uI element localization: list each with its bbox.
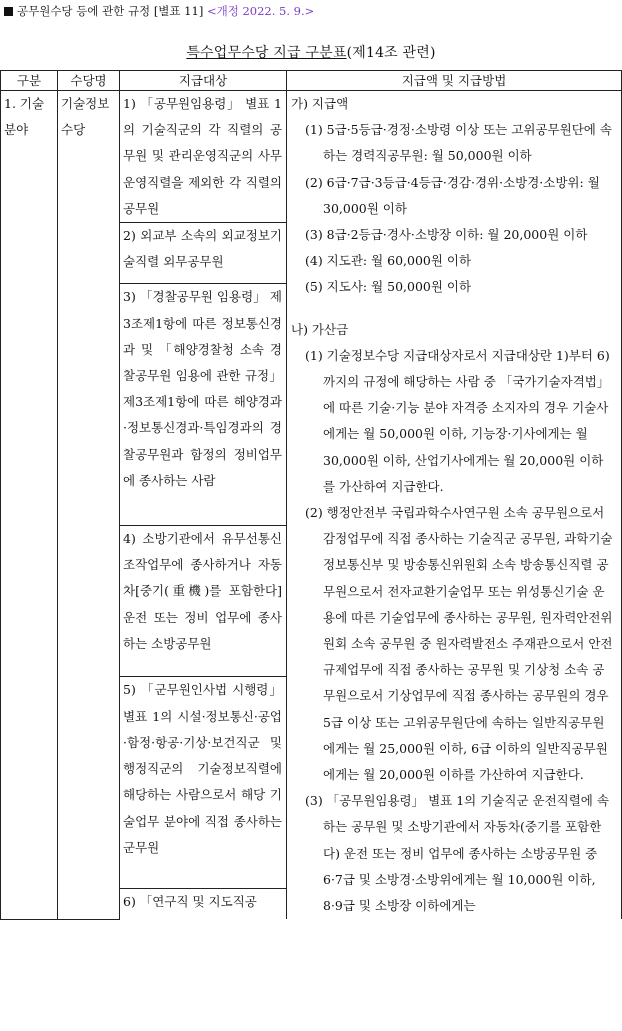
target-item-1: 1) 「공무원임용령」 별표 1의 기술직군의 각 직렬의 공무원 및 관리운영직군의 사무운영직렬을 제외한 각 직렬의 공무원 <box>120 91 287 223</box>
target-item-5: 5) 「군무원인사법 시행령」 별표 1의 시설·정보통신·공업·함정·항공·기상·보건직군 및 행정직군의 기술정보직렬에 해당하는 사람으로서 해당 기술업무 분야에 직접 종사하는 군무원 <box>120 677 287 889</box>
bonus-item-3: (3) 「공무원임용령」 별표 1의 기술직군 운전직렬에 속하는 공무원 및 소방기관에서 자동차(중기를 포함한다) 운전 또는 정비 업무에 종사하는 소방공무원 중 6·7급 및 소방경·소방위에게는 월 10,000원 이하, 8·9급 및 소방장 이하에게는 <box>305 793 609 914</box>
pay-item-2: (2) 6급·7급·3등급·4등급·경감·경위·소방경·소방위: 월 30,000원 이하 <box>305 174 600 216</box>
pay-section-title: 가) 지급액 <box>291 96 349 111</box>
bonus-item-1: (1) 기술정보수당 지급대상자로서 지급대상란 1)부터 6)까지의 규정에 해당하는 사람 중 「국가기술자격법」에 따른 기술·기능 분야 자격증 소지자의 경우 기술사에게는 월 50,000원 이하, 기능장·기사에게는 월 30,000원 이하, 산업기사에게는 월 20,000원 이하를 가산하여 지급한다. <box>305 347 610 494</box>
allowance-name-cell: 기술정보 수당 <box>58 91 120 920</box>
regulation-name: 공무원수당 등에 관한 규정 [별표 11] <box>17 4 204 18</box>
bonus-section-title: 나) 가산금 <box>291 321 349 337</box>
document-title-reference: (제14조 관련) <box>346 45 436 61</box>
target-item-2: 2) 외교부 소속의 외교정보기술직렬 외무공무원 <box>120 223 287 284</box>
header-target: 지급대상 <box>120 71 287 91</box>
table-header-row <box>1 71 622 91</box>
header-category: 구분 <box>1 71 58 91</box>
document-title-main: 특수업무수당 지급 구분표 <box>186 45 347 61</box>
pay-item-3: (3) 8급·2등급·경사·소방장 이하: 월 20,000원 이하 <box>305 227 588 243</box>
pay-item-4: (4) 지도관: 월 60,000원 이하 <box>305 253 472 269</box>
category-cell: 1. 기술 분야 <box>1 91 58 920</box>
pay-item-1: (1) 5급·5등급·경정·소방령 이상 또는 고위공무원단에 속하는 경력직공무원: 월 50,000원 이하 <box>305 122 612 164</box>
table-row <box>1 91 622 223</box>
amendment-date: <개정 2022. 5. 9.> <box>206 4 315 18</box>
regulation-header <box>4 3 314 19</box>
target-item-3: 3) 「경찰공무원 임용령」 제3조제1항에 따른 정보통신경과 및 「해양경찰청 소속 경찰공무원 임용에 관한 규정」 제3조제1항에 따른 해양경과·정보통신경과·특임경과의 경찰공무원과 함정의 정비업무에 종사하는 사람 <box>120 284 287 526</box>
bonus-item-2: (2) 행정안전부 국립과학수사연구원 소속 공무원으로서 감정업무에 직접 종사하는 기술직군 공무원, 과학기술정보통신부 및 방송통신위원회 소속 방송통신직렬 공무원으로서 전자교환기술업무 또는 위성통신기술 운용에 따른 기술업무에 종사하는 공무원, 원자력안전위원회 소속 공무원 중 원자력발전소 주재관으로서 안전규제업무에 직접 종사하는 공무원 및 기상청 소속 공무원으로서 기상업무에 직접 종사하는 공무원의 경우 5급 이상 또는 고위공무원단에 속하는 일반직공무원에게는 월 25,000원 이하, 6급 이하의 일반직공무원에게는 월 20,000원 이하를 가산하여 지급한다. <box>305 505 613 783</box>
square-bullet-icon <box>4 7 13 16</box>
allowance-table <box>0 70 622 920</box>
pay-item-5: (5) 지도사: 월 50,000원 이하 <box>305 279 472 295</box>
header-allowance-name: 수당명 <box>58 71 120 91</box>
target-item-4: 4) 소방기관에서 유무선통신 조작업무에 종사하거나 자동차[중기(重機)를 포함한다] 운전 또는 정비 업무에 종사하는 소방공무원 <box>120 526 287 677</box>
document-title <box>0 42 622 62</box>
header-payment: 지급액 및 지급방법 <box>287 71 622 91</box>
payment-cell <box>287 91 622 920</box>
target-item-6: 6) 「연구직 및 지도직공 <box>120 889 287 920</box>
